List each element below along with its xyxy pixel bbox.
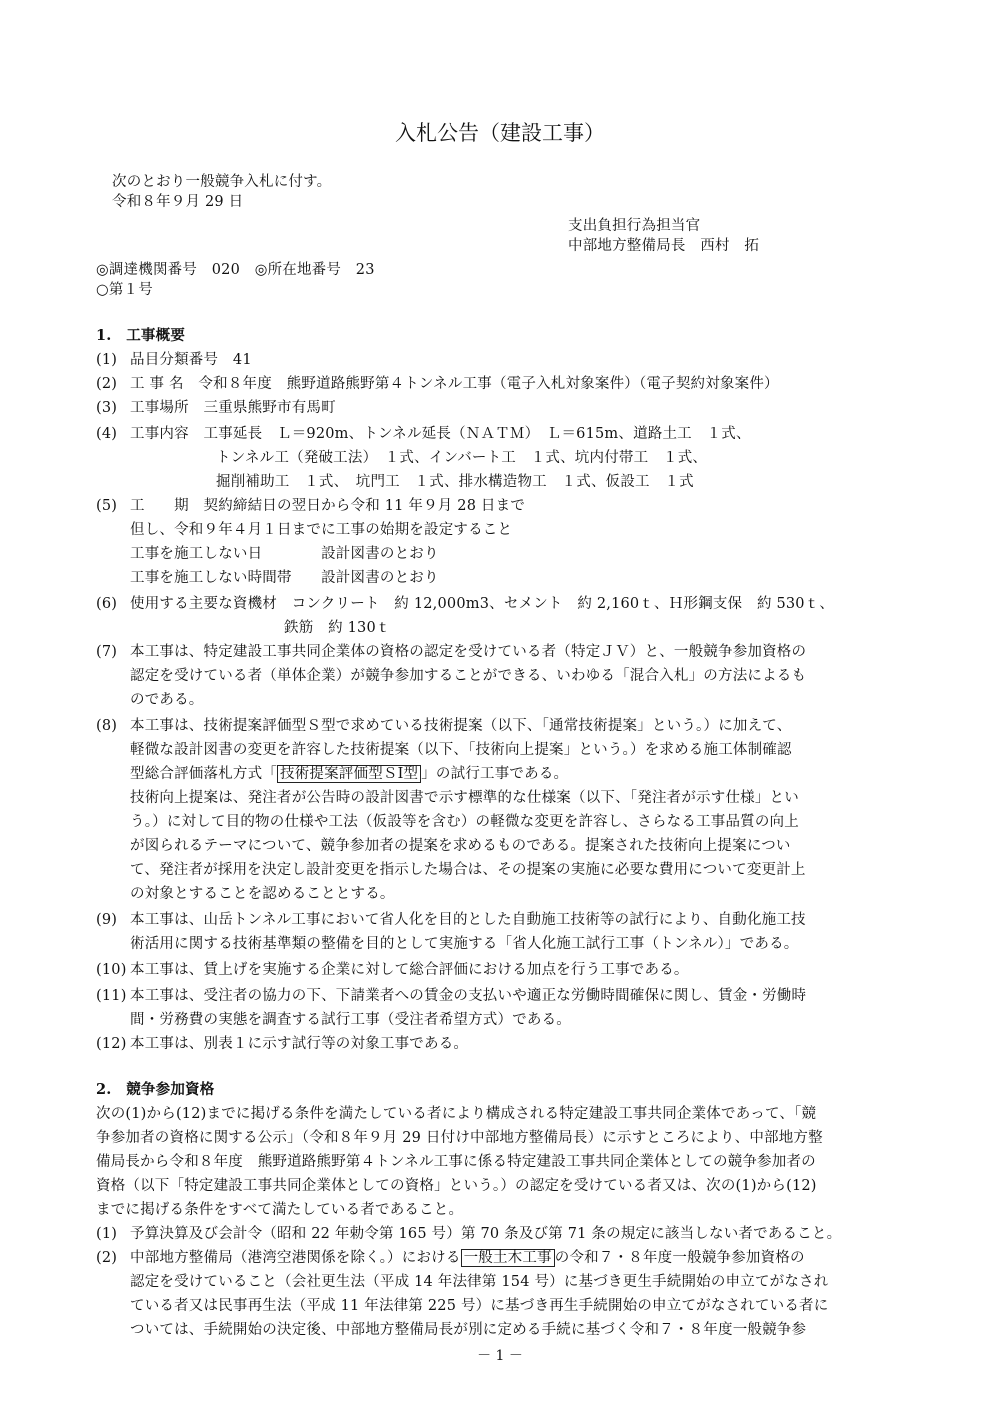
paragraph-line: 資格（以下「特定建設工事共同企業体としての資格」という。）の認定を受けている者又は、次の(1)から(12) <box>96 1178 817 1194</box>
list-item-cont: の対象とすることを認めることとする。 <box>130 886 395 902</box>
section2-heading: 2. 競争参加資格 <box>96 1081 215 1098</box>
list-item-cont: ついては、手続開始の決定後、中部地方整備局長が別に定める手続に基づく令和７・８年度一般競争参 <box>130 1322 807 1338</box>
paragraph-line: 備局長から令和８年度 熊野道路熊野第４トンネル工事に係る特定建設工事共同企業体としての競争参加者の <box>96 1154 816 1170</box>
list-item-cont: 掘削補助工 １式、 坑門工 １式、排水構造物工 １式、仮設工 １式 <box>216 474 694 490</box>
list-item-cont: 型総合評価落札方式「 技術提案評価型ＳⅠ型 」の試行工事である。 <box>130 766 569 782</box>
section1-heading: 1. 工事概要 <box>96 327 186 344</box>
paragraph-line: 次の(1)から(12)までに掲げる条件を満たしている者により構成される特定建設工事共同企業体であって、「競 <box>96 1106 817 1122</box>
list-item: (6) 使用する主要な資機材 コンクリート 約 12,000m3、セメント 約 2,160ｔ、Ｈ形鋼支保 約 530ｔ、 <box>96 596 835 612</box>
list-item: (3) 工事場所 三重県熊野市有馬町 <box>96 400 336 416</box>
list-item-cont: 認定を受けている者（単体企業）が競争参加することができる、いわゆる「混合入札」の方法によるも <box>130 668 807 684</box>
issuer-name: 中部地方整備局長 西村 拓 <box>568 238 760 254</box>
agency-codes: ◎調達機関番号 020 ◎所在地番号 23 <box>96 262 375 278</box>
list-item: (4) 工事内容 工事延長 Ｌ＝920m、トンネル延長（ＮＡＴＭ） Ｌ＝615m、道路土工 １式、 <box>96 426 751 442</box>
notice-number: ○第１号 <box>96 282 153 298</box>
list-item-cont: 工事を施工しない日 設計図書のとおり <box>130 546 439 562</box>
boxed-term: 一般土木工事 <box>461 1249 555 1267</box>
list-item: (10) 本工事は、賃上げを実施する企業に対して総合評価における加点を行う工事である。 <box>96 962 689 978</box>
list-item: (2) 中部地方整備局（港湾空港関係を除く。）における 一般土木工事 の令和７・８年度一般競争参加資格の <box>96 1250 805 1266</box>
list-item-cont: 認定を受けていること（会社更生法（平成 14 年法律第 154 号）に基づき更生手続開始の申立てがなされ <box>130 1274 829 1290</box>
list-item: (1) 品目分類番号 41 <box>96 352 252 368</box>
list-item-cont: 間・労務費の実態を調査する試行工事（受注者希望方式）である。 <box>130 1012 571 1028</box>
list-item: (8) 本工事は、技術提案評価型Ｓ型で求めている技術提案（以下、「通常技術提案」という。）に加えて、 <box>96 718 792 734</box>
list-item: (7) 本工事は、特定建設工事共同企業体の資格の認定を受けている者（特定ＪＶ）と、一般競争参加資格の <box>96 644 807 660</box>
issuer-role: 支出負担行為担当官 <box>568 218 701 234</box>
list-item-cont: 技術向上提案は、発注者が公告時の設計図書で示す標準的な仕様案（以下、「発注者が示す仕様」とい <box>130 790 799 806</box>
list-item-cont: トンネル工（発破工法） １式、インバート工 １式、坑内付帯工 １式、 <box>216 450 708 466</box>
list-item: (9) 本工事は、山岳トンネル工事において省人化を目的とした自動施工技術等の試行により、自動化施工技 <box>96 912 806 928</box>
list-item: (11) 本工事は、受注者の協力の下、下請業者への賃金の支払いや適正な労働時間確保に関し、賃金・労働時 <box>96 988 807 1004</box>
list-item-cont: 工事を施工しない時間帯 設計図書のとおり <box>130 570 439 586</box>
boxed-term: 技術提案評価型ＳⅠ型 <box>277 765 421 783</box>
document-title: 入札公告（建設工事） <box>395 121 605 145</box>
list-item: (12) 本工事は、別表１に示す試行等の対象工事である。 <box>96 1036 469 1052</box>
list-item-cont: て、発注者が採用を決定し設計変更を指示した場合は、その提案の実施に必要な費用について変更計上 <box>130 862 806 878</box>
list-item-cont: 術活用に関する技術基準類の整備を目的として実施する「省人化施工試行工事（トンネル）」である。 <box>130 936 799 952</box>
intro-date: 令和８年９月 29 日 <box>112 194 244 210</box>
intro-text: 次のとおり一般競争入札に付す。 <box>112 174 332 190</box>
list-item: (5) 工 期 契約締結日の翌日から令和 11 年９月 28 日まで <box>96 498 526 514</box>
list-item-cont: う。）に対して目的物の仕様や工法（仮設等を含む）の軽微な変更を許容し、さらなる工事品質の向上 <box>130 814 799 830</box>
page-number: － 1 － <box>477 1348 523 1364</box>
list-item: (1) 予算決算及び会計令（昭和 22 年勅令第 165 号）第 70 条及び第 71 条の規定に該当しない者であること。 <box>96 1226 842 1242</box>
list-item-cont: 但し、令和９年４月１日までに工事の始期を設定すること <box>130 522 513 538</box>
list-item-cont: のである。 <box>130 692 204 708</box>
list-item: (2) 工 事 名 令和８年度 熊野道路熊野第４トンネル工事（電子入札対象案件）（電子契約対象案件） <box>96 376 779 392</box>
list-item-cont: が図られるテーマについて、競争参加者の提案を求めるものである。提案された技術向上提案につい <box>130 838 791 854</box>
paragraph-line: までに掲げる条件をすべて満たしている者であること。 <box>96 1202 464 1218</box>
list-item-cont: 鉄筋 約 130ｔ <box>284 620 391 636</box>
list-item-cont: ている者又は民事再生法（平成 11 年法律第 225 号）に基づき再生手続開始の申立てがなされている者に <box>130 1298 829 1314</box>
list-item-cont: 軽微な設計図書の変更を許容した技術提案（以下、「技術向上提案」という。）を求める施工体制確認 <box>130 742 792 758</box>
paragraph-line: 争参加者の資格に関する公示」（令和８年９月 29 日付け中部地方整備局長）に示すところにより、中部地方整 <box>96 1130 823 1146</box>
